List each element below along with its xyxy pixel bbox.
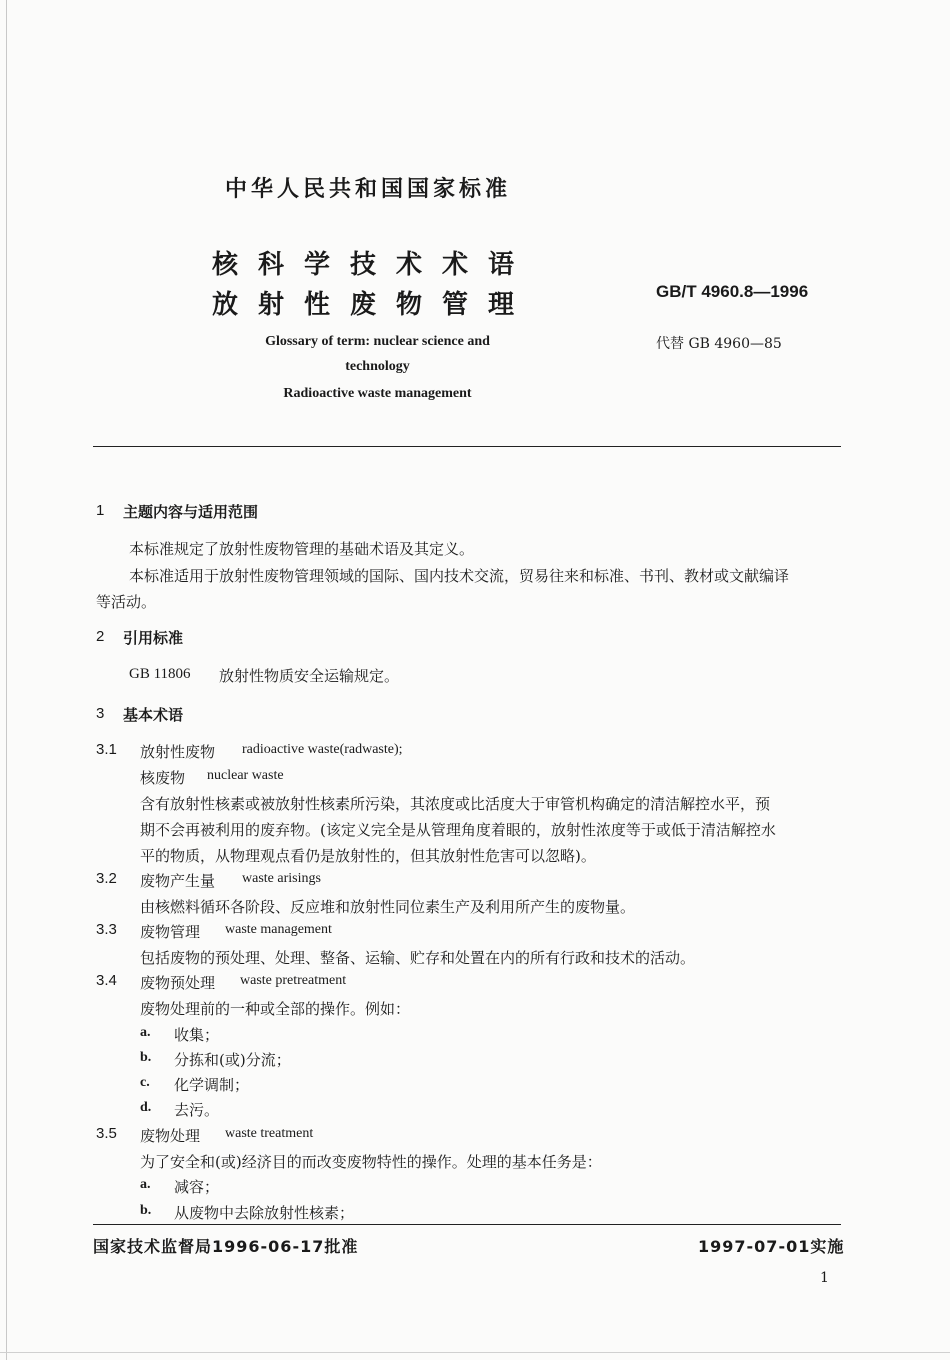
term-3-5-en: waste treatment: [225, 1126, 314, 1141]
en-title-line1: Glossary of term: nuclear science and: [265, 334, 490, 349]
term-3-4-number: 3.4: [96, 972, 117, 989]
term-3-4-item-letter: b.: [140, 1050, 152, 1065]
term-3-5-item-letter: b.: [140, 1203, 152, 1218]
term-3-3-cn: 废物管理: [140, 923, 201, 941]
term-3-4-item-text: 化学调制；: [174, 1076, 250, 1094]
term-3-4-item-text: 分拣和(或)分流；: [174, 1051, 291, 1069]
term-3-1-number: 3.1: [96, 741, 117, 758]
scan-edge-left: [6, 0, 7, 1360]
scan-edge-bottom: [0, 1352, 950, 1353]
term-3-2-en: waste arisings: [242, 871, 321, 886]
reference-code: GB 11806: [129, 666, 191, 682]
en-title-line3: Radioactive waste management: [283, 386, 472, 401]
section-1-para1: 本标准规定了放射性废物管理的基础术语及其定义。: [129, 540, 475, 558]
term-3-5-cn: 废物处理: [140, 1127, 201, 1145]
national-standard-heading: 中华人民共和国国家标准: [225, 177, 512, 202]
term-3-3-number: 3.3: [96, 921, 117, 938]
effective-date: 1997-07-01实施: [698, 1237, 845, 1256]
term-3-5-item-letter: a.: [140, 1177, 151, 1192]
section-1-para2-line1: 本标准适用于放射性废物管理领域的国际、国内技术交流，贸易往来和标准、书刊、教材或文献编译: [129, 567, 790, 585]
section-2-title: 引用标准: [123, 629, 184, 647]
term-3-4-item-letter: a.: [140, 1025, 151, 1040]
term-3-1-cn: 放射性废物: [140, 743, 216, 761]
section-3-title: 基本术语: [123, 706, 184, 724]
header-rule: [93, 446, 841, 447]
term-3-4-cn: 废物预处理: [140, 974, 216, 992]
section-1-para2-line2: 等活动。: [96, 593, 157, 611]
term-3-5-item-text: 减容；: [174, 1178, 220, 1196]
term-3-4-item-text: 收集；: [174, 1026, 220, 1044]
term-3-3-en: waste management: [225, 922, 332, 937]
term-3-2-cn: 废物产生量: [140, 872, 216, 890]
term-3-1-alt-en: nuclear waste: [207, 768, 284, 783]
term-3-1-en: radioactive waste(radwaste);: [242, 742, 403, 757]
term-3-4-item-text: 去污。: [174, 1101, 220, 1119]
term-3-4-en: waste pretreatment: [240, 973, 347, 988]
term-3-1-def-line1: 含有放射性核素或被放射性核素所污染，其浓度或比活度大于审管机构确定的清洁解控水平，预: [140, 795, 771, 813]
cn-title-line1: 核科学技术术语: [212, 250, 535, 280]
term-3-1-def-line2: 期不会再被利用的废弃物。(该定义完全是从管理角度着眼的，放射性浓度等于或低于清洁解控水: [140, 821, 776, 839]
term-3-1-alt-cn: 核废物: [140, 769, 186, 787]
footer-rule: [93, 1224, 841, 1225]
term-3-1-def-line3: 平的物质，从物理观点看仍是放射性的，但其放射性危害可以忽略)。: [140, 847, 596, 865]
term-3-4-def: 废物处理前的一种或全部的操作。例如：: [140, 1000, 411, 1018]
term-3-5-def: 为了安全和(或)经济目的而改变废物特性的操作。处理的基本任务是：: [140, 1153, 602, 1171]
section-2-number: 2: [96, 628, 105, 645]
term-3-5-item-text: 从废物中去除放射性核素；: [174, 1204, 355, 1222]
term-3-5-number: 3.5: [96, 1125, 117, 1142]
approval-line: 国家技术监督局1996-06-17批准: [93, 1237, 359, 1256]
replaces-note: 代替 GB 4960—85: [656, 336, 782, 352]
section-3-number: 3: [96, 705, 105, 722]
en-title-line2: technology: [345, 359, 410, 374]
section-1-title: 主题内容与适用范围: [123, 503, 259, 521]
page-number: 1: [820, 1270, 829, 1286]
term-3-4-item-letter: d.: [140, 1100, 152, 1115]
term-3-2-def: 由核燃料循环各阶段、反应堆和放射性同位素生产及利用所产生的废物量。: [140, 898, 636, 916]
term-3-4-item-letter: c.: [140, 1075, 150, 1090]
standard-number: GB/T 4960.8—1996: [656, 282, 809, 301]
term-3-3-def: 包括废物的预处理、处理、整备、运输、贮存和处置在内的所有行政和技术的活动。: [140, 949, 696, 967]
cn-title-line2: 放射性废物管理: [212, 290, 535, 320]
section-1-number: 1: [96, 502, 105, 519]
reference-title: 放射性物质安全运输规定。: [219, 667, 400, 685]
term-3-2-number: 3.2: [96, 870, 117, 887]
